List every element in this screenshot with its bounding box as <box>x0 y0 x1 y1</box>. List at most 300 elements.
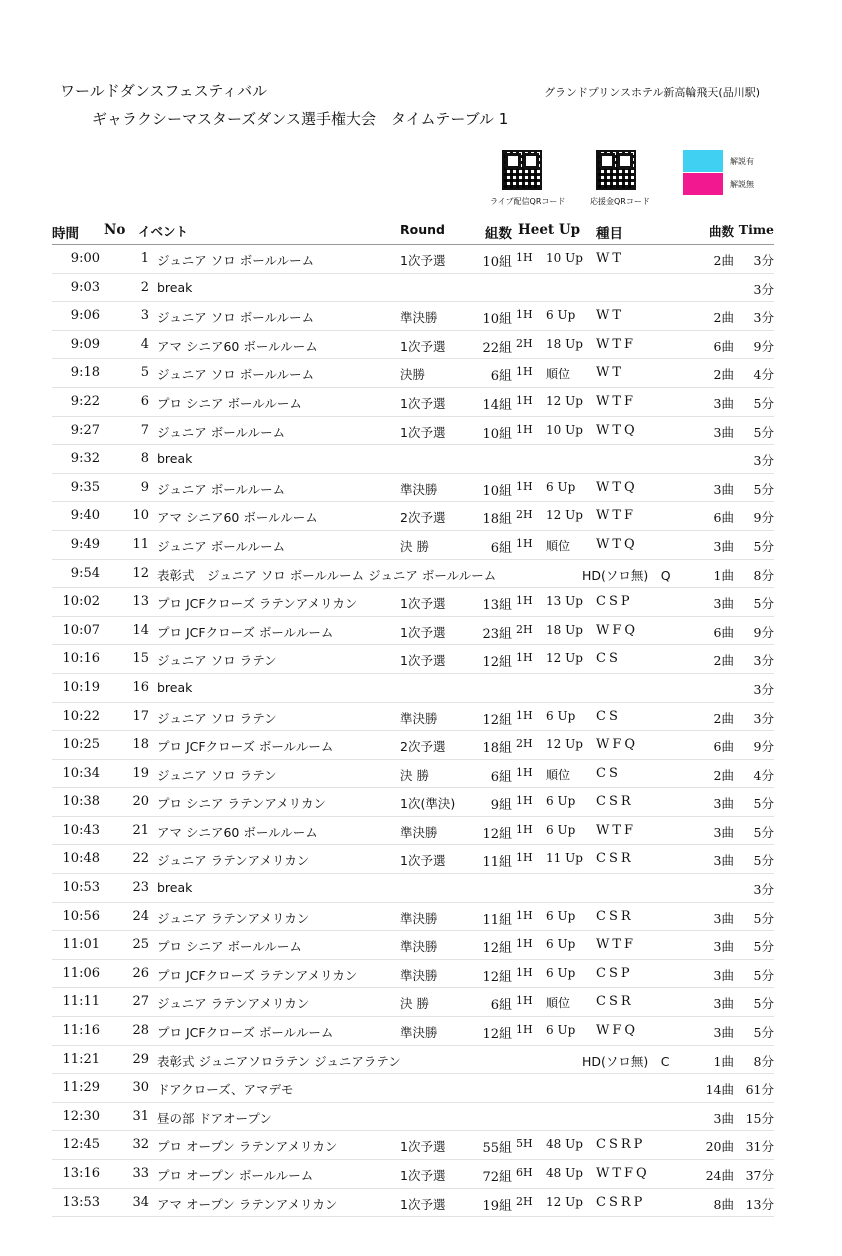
cell-groups: 6組 <box>490 998 512 1014</box>
cell-event: ジュニア ソロ ラテン <box>157 710 277 726</box>
cell-groups: 18組 <box>482 512 512 528</box>
cell-up: 6 Up <box>546 908 576 923</box>
table-body <box>52 245 774 1217</box>
cell-heat: 1H <box>516 651 533 665</box>
cell-round: 準決勝 <box>400 824 438 840</box>
cell-dances: CSR <box>596 908 634 924</box>
header-round: Round <box>400 222 445 237</box>
cell-groups: 55組 <box>482 1141 512 1157</box>
cell-duration: 9分 <box>753 739 774 755</box>
cell-groups: 9組 <box>490 798 512 814</box>
cell-music: 14曲 <box>705 1082 734 1098</box>
cell-up: 10 Up <box>546 251 583 265</box>
cell-heat: 1H <box>516 794 533 808</box>
cell-no: 12 <box>132 565 149 581</box>
cell-round: 準決勝 <box>400 910 438 926</box>
cell-heat: 1H <box>516 422 533 436</box>
cell-dances: WTQ <box>596 479 638 495</box>
cell-round: 準決勝 <box>400 1025 438 1041</box>
cell-time: 11:11 <box>62 994 100 1010</box>
cell-event: 昼の部 ドアオープン <box>157 1110 272 1126</box>
cell-music: 3曲 <box>713 824 734 840</box>
cell-dances: WTF <box>596 508 637 524</box>
cell-duration: 5分 <box>753 538 774 554</box>
cell-groups: 72組 <box>482 1170 512 1185</box>
cell-no: 28 <box>132 1023 149 1039</box>
cell-event: プロ JCFクローズ ラテンアメリカン <box>157 967 358 983</box>
cell-up: 6 Up <box>546 708 576 723</box>
cell-heat: 1H <box>516 708 533 722</box>
cell-no: 11 <box>132 536 149 552</box>
cell-event: ジュニア ラテンアメリカン <box>157 910 310 926</box>
cell-music: 3曲 <box>713 424 734 440</box>
cell-heat: 1H <box>516 393 533 407</box>
cell-music: 2曲 <box>713 310 734 326</box>
cell-dances: WTF <box>596 336 637 352</box>
cell-heat: 5H <box>516 1137 533 1151</box>
cell-groups: 19組 <box>482 1198 512 1214</box>
cell-event: break <box>157 679 193 695</box>
cell-groups: 10組 <box>482 255 512 270</box>
cell-event: ジュニア ラテンアメリカン <box>157 853 310 869</box>
table-row <box>52 588 774 617</box>
table-row <box>52 845 774 874</box>
cell-music: 20曲 <box>705 1139 734 1155</box>
cell-groups: 18組 <box>482 741 512 757</box>
cell-event: ジュニア ソロ ボールルーム <box>157 310 315 326</box>
table-row <box>52 274 774 303</box>
cell-duration: 4分 <box>753 367 774 383</box>
cell-up: 13 Up <box>546 594 583 609</box>
table-row <box>52 1074 774 1103</box>
cell-music: 2曲 <box>713 710 734 726</box>
cell-music: 1曲 <box>713 567 734 583</box>
document-title: ギャラクシーマスターズダンス選手権大会 タイムテーブル 1 <box>92 110 509 128</box>
cell-no: 7 <box>140 422 149 438</box>
cell-duration: 3分 <box>753 310 774 326</box>
cell-no: 15 <box>132 651 149 667</box>
cell-duration: 9分 <box>753 510 774 526</box>
cell-event: アマ シニア60 ボールルーム <box>157 510 318 526</box>
table-row <box>52 817 774 846</box>
cell-up: 順位 <box>546 367 571 382</box>
table-row <box>52 245 774 274</box>
table-row <box>52 674 774 703</box>
table-row <box>52 502 774 531</box>
cell-heat: 1H <box>516 1023 533 1037</box>
cell-round: 1次予選 <box>400 624 446 640</box>
cell-up: 48 Up <box>546 1137 583 1152</box>
cell-up: 12 Up <box>546 737 583 752</box>
cell-round: 1次予選 <box>400 1139 446 1155</box>
cell-round: 決 勝 <box>400 538 429 554</box>
cell-no: 30 <box>132 1080 149 1096</box>
cell-time: 9:22 <box>70 393 100 409</box>
table-row <box>52 302 774 331</box>
cell-groups: 6組 <box>490 540 512 556</box>
cell-event: break <box>157 279 193 295</box>
cell-dances: CSP <box>596 594 633 610</box>
table-row <box>52 788 774 817</box>
cell-round: 決勝 <box>400 367 426 383</box>
cell-music: 3曲 <box>713 853 734 869</box>
cell-dances: CSR <box>596 851 634 867</box>
cell-time: 9:00 <box>70 251 100 266</box>
cell-up: 6 Up <box>546 308 576 323</box>
cell-music: 3曲 <box>713 596 734 612</box>
cell-groups: 12組 <box>482 941 512 957</box>
cell-event: break <box>157 451 193 467</box>
cell-duration: 15分 <box>745 1110 774 1126</box>
cell-time: 9:06 <box>70 308 100 324</box>
cell-duration: 5分 <box>753 824 774 840</box>
cell-event: ジュニア ソロ ボールルーム <box>157 367 315 383</box>
cell-groups: 6組 <box>490 369 512 385</box>
cell-up: 12 Up <box>546 393 583 408</box>
cell-duration: 3分 <box>753 653 774 669</box>
cell-duration: 61分 <box>745 1082 774 1098</box>
cell-dances: CS <box>596 708 621 724</box>
cell-groups: 12組 <box>482 969 512 985</box>
cell-no: 5 <box>140 365 149 381</box>
cell-duration: 8分 <box>753 1053 774 1069</box>
cell-music: 24曲 <box>705 1168 734 1183</box>
cell-time: 11:01 <box>62 937 100 953</box>
cell-heat: 1H <box>516 365 533 379</box>
cell-event: 表彰式 ジュニア ソロ ボールルーム ジュニア ボールルーム <box>157 567 497 583</box>
cell-up: 12 Up <box>546 651 583 666</box>
cell-duration: 9分 <box>753 338 774 354</box>
cell-event: ジュニア ラテンアメリカン <box>157 996 310 1012</box>
cell-duration: 5分 <box>753 939 774 955</box>
cell-up: 順位 <box>546 767 571 782</box>
table-row <box>52 1017 774 1046</box>
cell-duration: 13分 <box>745 1196 774 1212</box>
cell-heat: 2H <box>516 508 533 522</box>
cell-dances: WT <box>596 251 625 266</box>
cell-no: 20 <box>132 794 149 810</box>
header-duration: Time <box>738 222 774 237</box>
cell-groups: 12組 <box>482 712 512 728</box>
header-no: No <box>104 222 126 238</box>
cell-dances: CS <box>596 765 621 781</box>
cell-round: 決 勝 <box>400 996 429 1012</box>
cell-round: 1次予選 <box>400 1196 446 1212</box>
cell-duration: 5分 <box>753 910 774 926</box>
cell-no: 23 <box>132 880 149 896</box>
cell-event: プロ JCFクローズ ボールルーム <box>157 739 334 755</box>
cell-dances: CSR <box>596 794 634 810</box>
header-dances: 種目 <box>596 226 623 242</box>
cell-groups: 10組 <box>482 483 512 499</box>
cell-duration: 5分 <box>753 967 774 983</box>
cell-duration: 5分 <box>753 596 774 612</box>
cell-heat: 1H <box>516 536 533 550</box>
cell-heat: 1H <box>516 937 533 951</box>
table-row <box>52 1160 774 1189</box>
cell-heat: 2H <box>516 737 533 751</box>
cell-duration: 5分 <box>753 395 774 411</box>
cell-no: 26 <box>132 965 149 981</box>
live-stream-qr-code[interactable] <box>502 150 542 190</box>
cell-round: 1次予選 <box>400 853 446 869</box>
cell-music: 3曲 <box>713 996 734 1012</box>
cell-heat: 1H <box>516 908 533 922</box>
cell-time: 10:53 <box>62 880 100 896</box>
cell-dances: WTF <box>596 937 637 953</box>
header-time: 時間 <box>52 226 79 242</box>
cell-up: 11 Up <box>546 851 583 866</box>
cell-no: 1 <box>140 251 149 266</box>
cell-music: 3曲 <box>713 910 734 926</box>
cell-round: 準決勝 <box>400 967 438 983</box>
cell-time: 12:30 <box>62 1108 100 1124</box>
cell-no: 6 <box>140 393 149 409</box>
cell-event: プロ シニア ラテンアメリカン <box>157 796 326 812</box>
cell-duration: 3分 <box>753 710 774 726</box>
cell-music: 3曲 <box>713 538 734 554</box>
support-qr-code[interactable] <box>596 150 636 190</box>
cell-no: 10 <box>132 508 149 524</box>
cell-no: 2 <box>140 279 149 295</box>
cell-event: アマ シニア60 ボールルーム <box>157 338 318 354</box>
table-row <box>52 645 774 674</box>
cell-time: 9:32 <box>70 451 100 467</box>
header-heat-up: Heet Up <box>518 222 581 238</box>
cell-dances: WFQ <box>596 1023 639 1039</box>
cell-groups: 10組 <box>482 426 512 442</box>
cell-no: 13 <box>132 594 149 610</box>
cell-heat: 1H <box>516 765 533 779</box>
cell-time: 12:45 <box>62 1137 100 1153</box>
table-row <box>52 388 774 417</box>
table-row <box>52 874 774 903</box>
table-row <box>52 703 774 732</box>
cell-duration: 3分 <box>753 253 774 268</box>
table-row <box>52 331 774 360</box>
cell-dances: CSRP <box>596 1194 646 1210</box>
cell-time: 10:07 <box>62 622 100 638</box>
cell-up: 6 Up <box>546 937 576 952</box>
cell-music: 2曲 <box>713 767 734 783</box>
legend-pink-swatch <box>683 173 723 195</box>
cell-no: 4 <box>140 336 149 352</box>
cell-music: 6曲 <box>713 624 734 640</box>
cell-time: 9:03 <box>70 279 100 295</box>
cell-groups: 12組 <box>482 1027 512 1043</box>
live-stream-qr-label: ライブ配信QRコード <box>490 197 566 206</box>
cell-heat: 2H <box>516 622 533 636</box>
cell-no: 33 <box>132 1166 149 1181</box>
table-row <box>52 560 774 589</box>
cell-time: 11:21 <box>62 1051 100 1067</box>
cell-time: 9:09 <box>70 336 100 352</box>
cell-time: 10:16 <box>62 651 100 667</box>
cell-heat: 6H <box>516 1166 533 1179</box>
table-row <box>52 931 774 960</box>
cell-duration: 37分 <box>745 1168 774 1183</box>
cell-no: 18 <box>132 737 149 753</box>
cell-time: 9:35 <box>70 479 100 495</box>
cell-no: 29 <box>132 1051 149 1067</box>
table-row <box>52 1046 774 1075</box>
table-row <box>52 960 774 989</box>
cell-music: 3曲 <box>713 796 734 812</box>
cell-event: break <box>157 880 193 896</box>
cell-music: 2曲 <box>713 653 734 669</box>
cell-duration: 8分 <box>753 567 774 583</box>
cell-no: 22 <box>132 851 149 867</box>
cell-groups: 14組 <box>482 397 512 413</box>
cell-duration: 9分 <box>753 624 774 640</box>
cell-up: 6 Up <box>546 794 576 809</box>
cell-music: 6曲 <box>713 510 734 526</box>
cell-up: 順位 <box>546 538 571 553</box>
cell-duration: 5分 <box>753 853 774 869</box>
cell-time: 9:54 <box>70 565 100 581</box>
cell-time: 9:49 <box>70 536 100 552</box>
legend-cyan-label: 解説有 <box>730 157 754 166</box>
venue-name: グランドプリンスホテル新高輪飛天(品川駅) <box>544 86 760 99</box>
cell-extra: HD(ソロ無) Q <box>582 567 671 583</box>
cell-up: 6 Up <box>546 965 576 980</box>
timetable <box>52 216 774 1217</box>
cell-duration: 3分 <box>753 681 774 697</box>
cell-time: 10:48 <box>62 851 100 867</box>
cell-heat: 1H <box>516 308 533 322</box>
cell-dances: WFQ <box>596 737 639 753</box>
table-row <box>52 417 774 446</box>
cell-heat: 1H <box>516 251 533 264</box>
cell-heat: 1H <box>516 594 533 608</box>
cell-duration: 4分 <box>753 767 774 783</box>
cell-dances: CSRP <box>596 1137 646 1153</box>
cell-duration: 31分 <box>745 1139 774 1155</box>
table-row <box>52 531 774 560</box>
cell-duration: 5分 <box>753 796 774 812</box>
cell-music: 2曲 <box>713 367 734 383</box>
cell-heat: 1H <box>516 965 533 979</box>
header-groups: 組数 <box>485 226 512 242</box>
cell-time: 13:16 <box>62 1166 100 1181</box>
cell-groups: 10組 <box>482 312 512 328</box>
cell-round: 1次予選 <box>400 253 446 268</box>
cell-no: 8 <box>140 451 149 467</box>
cell-up: 48 Up <box>546 1166 583 1180</box>
table-row <box>52 903 774 932</box>
cell-event: プロ オープン ボールルーム <box>157 1168 314 1183</box>
cell-round: 準決勝 <box>400 310 438 326</box>
header-music: 曲数 <box>708 224 734 239</box>
cell-time: 10:22 <box>62 708 100 724</box>
cell-event: ジュニア ソロ ボールルーム <box>157 253 315 268</box>
cell-music: 3曲 <box>713 1110 734 1126</box>
cell-event: ジュニア ボールルーム <box>157 424 286 440</box>
cell-round: 準決勝 <box>400 939 438 955</box>
cell-event: プロ JCFクローズ ラテンアメリカン <box>157 596 358 612</box>
cell-groups: 22組 <box>482 340 512 356</box>
table-row <box>52 445 774 474</box>
cell-no: 17 <box>132 708 149 724</box>
cell-no: 25 <box>132 937 149 953</box>
table-header-row <box>52 216 774 245</box>
cell-round: 1次(準決) <box>400 796 456 812</box>
cell-up: 6 Up <box>546 479 576 494</box>
cell-event: プロ オープン ラテンアメリカン <box>157 1139 338 1155</box>
table-row <box>52 1103 774 1132</box>
table-row <box>52 988 774 1017</box>
cell-music: 8曲 <box>713 1196 734 1212</box>
cell-round: 準決勝 <box>400 481 438 497</box>
cell-heat: 2H <box>516 1194 533 1208</box>
cell-time: 10:19 <box>62 679 100 695</box>
cell-dances: WT <box>596 308 625 324</box>
table-row <box>52 617 774 646</box>
cell-no: 14 <box>132 622 149 638</box>
legend-cyan-swatch <box>683 150 723 172</box>
cell-music: 6曲 <box>713 338 734 354</box>
cell-event: プロ シニア ボールルーム <box>157 939 302 955</box>
cell-time: 10:25 <box>62 737 100 753</box>
table-row <box>52 474 774 503</box>
cell-round: 2次予選 <box>400 510 446 526</box>
cell-music: 3曲 <box>713 481 734 497</box>
cell-groups: 6組 <box>490 769 512 785</box>
cell-music: 3曲 <box>713 939 734 955</box>
cell-up: 6 Up <box>546 1023 576 1038</box>
cell-time: 10:02 <box>62 594 100 610</box>
cell-up: 10 Up <box>546 422 583 437</box>
cell-music: 3曲 <box>713 1025 734 1041</box>
cell-no: 16 <box>132 679 149 695</box>
cell-music: 3曲 <box>713 395 734 411</box>
cell-duration: 5分 <box>753 996 774 1012</box>
cell-no: 21 <box>132 822 149 838</box>
cell-dances: CSR <box>596 994 634 1010</box>
cell-time: 11:16 <box>62 1023 100 1039</box>
cell-dances: WTQ <box>596 422 638 438</box>
cell-round: 1次予選 <box>400 338 446 354</box>
cell-up: 18 Up <box>546 622 583 637</box>
cell-groups: 13組 <box>482 598 512 614</box>
cell-duration: 5分 <box>753 481 774 497</box>
cell-no: 19 <box>132 765 149 781</box>
cell-event: ドアクローズ、アマデモ <box>157 1082 294 1098</box>
cell-time: 13:53 <box>62 1194 100 1210</box>
cell-duration: 5分 <box>753 1025 774 1041</box>
cell-dances: WTFQ <box>596 1166 650 1181</box>
cell-no: 32 <box>132 1137 149 1153</box>
cell-event: プロ シニア ボールルーム <box>157 395 302 411</box>
cell-music: 1曲 <box>713 1053 734 1069</box>
cell-time: 10:34 <box>62 765 100 781</box>
cell-dances: WTQ <box>596 536 638 552</box>
cell-dances: WTF <box>596 822 637 838</box>
cell-round: 2次予選 <box>400 739 446 755</box>
cell-time: 11:06 <box>62 965 100 981</box>
cell-heat: 1H <box>516 994 533 1008</box>
cell-up: 12 Up <box>546 1194 583 1209</box>
table-row <box>52 1131 774 1160</box>
cell-extra: HD(ソロ無) C <box>582 1053 670 1069</box>
cell-time: 10:43 <box>62 822 100 838</box>
cell-dances: CSP <box>596 965 633 981</box>
cell-groups: 23組 <box>482 626 512 642</box>
table-row <box>52 760 774 789</box>
cell-event: プロ JCFクローズ ボールルーム <box>157 624 334 640</box>
cell-dances: CS <box>596 651 621 667</box>
cell-no: 24 <box>132 908 149 924</box>
